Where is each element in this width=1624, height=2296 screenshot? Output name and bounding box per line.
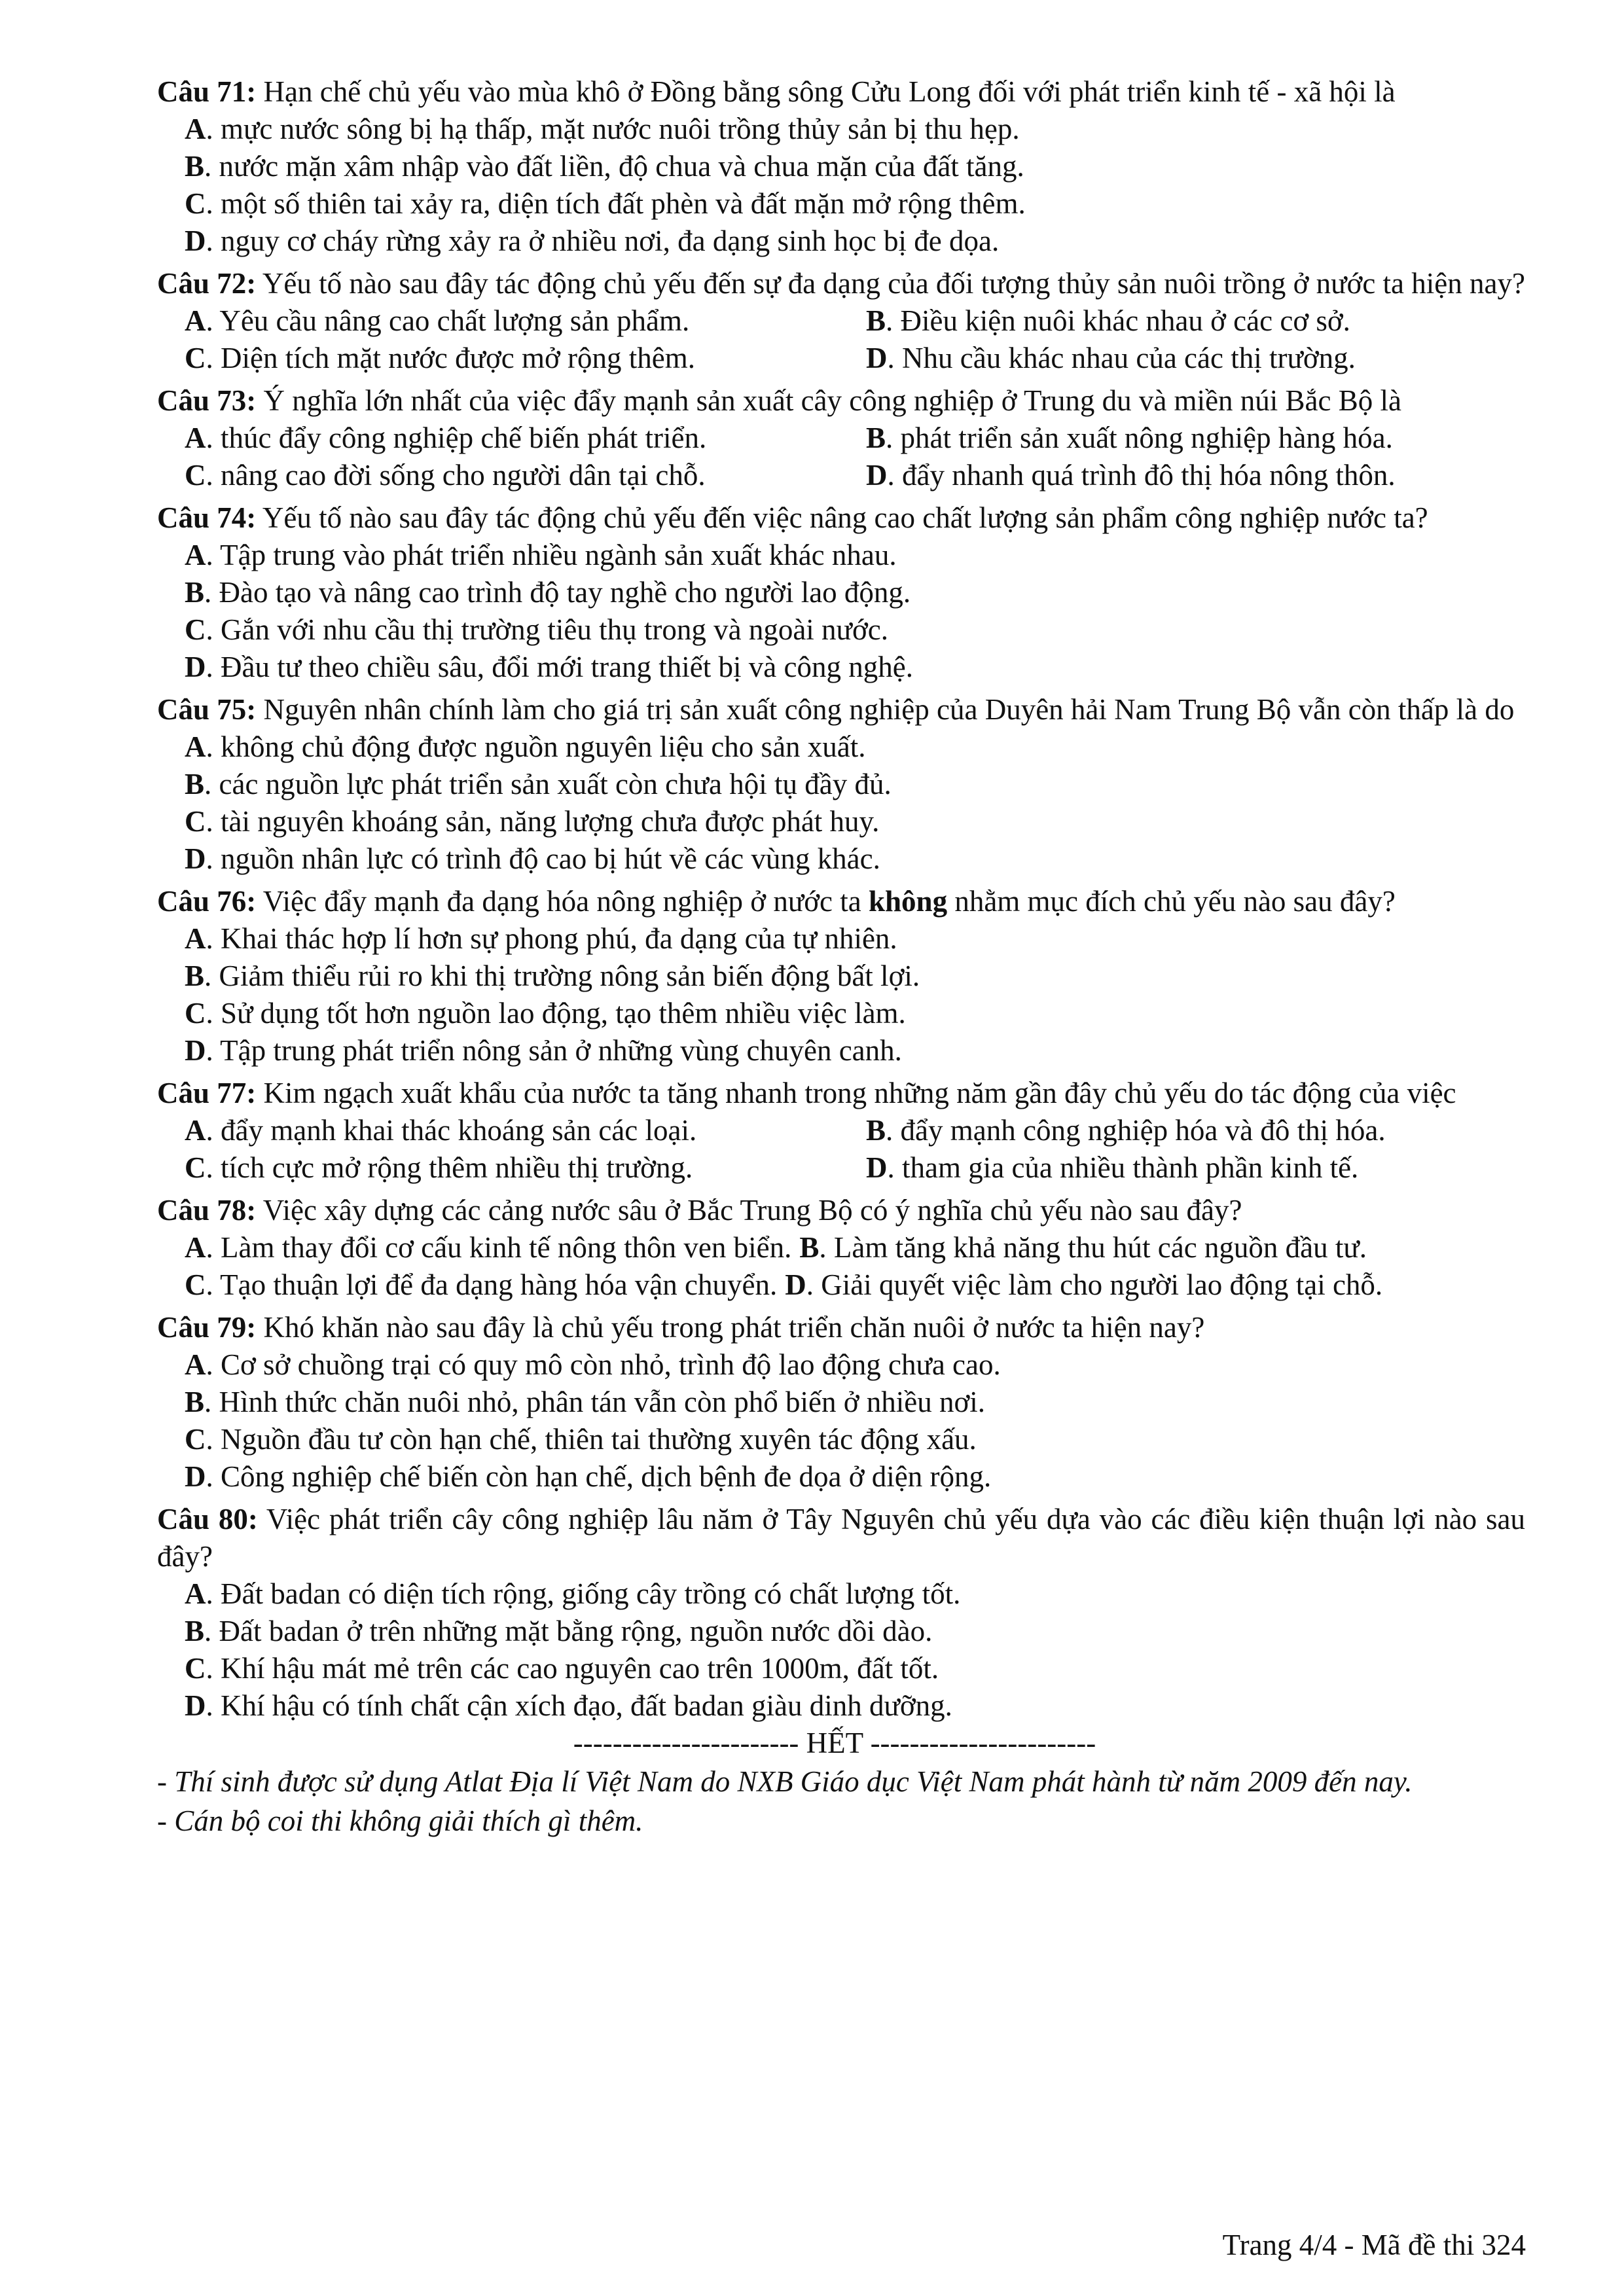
question-label: Câu 71:: [157, 75, 257, 108]
option-d: D. Giải quyết việc làm cho người lao động tại chỗ.: [785, 1268, 1383, 1301]
question-73: [157, 382, 1525, 494]
question-text: Việc phát triển cây công nghiệp lâu năm ở Tây Nguyên chủ yếu dựa vào các điều kiện thuận lợi nào sau đây?: [157, 1503, 1525, 1573]
option-c: C. nâng cao đời sống cho người dân tại chỗ.: [185, 459, 706, 492]
question-text: Việc xây dựng các cảng nước sâu ở Bắc Trung Bộ có ý nghĩa chủ yếu nào sau đây?: [256, 1194, 1242, 1227]
option-d: D. Nhu cầu khác nhau của các thị trường.: [866, 342, 1356, 374]
question-label: Câu 74:: [157, 501, 257, 534]
option-c: C. một số thiên tai xảy ra, diện tích đất phèn và đất mặn mở rộng thêm.: [185, 187, 1026, 220]
question-text: Yếu tố nào sau đây tác động chủ yếu đến sự đa dạng của đối tượng thủy sản nuôi trồng ở nước ta hiện nay?: [256, 267, 1525, 300]
option-b: B. Điều kiện nuôi khác nhau ở các cơ sở.: [866, 304, 1350, 337]
option-a: A. Làm thay đổi cơ cấu kinh tế nông thôn ven biển.: [185, 1231, 792, 1264]
option-b: B. Giảm thiểu rủi ro khi thị trường nông sản biến động bất lợi.: [185, 960, 920, 992]
question-77: [157, 1075, 1525, 1187]
option-c: C. Tạo thuận lợi để đa dạng hàng hóa vận chuyển.: [185, 1268, 778, 1301]
question-label: Câu 79:: [157, 1311, 257, 1344]
option-a: A. không chủ động được nguồn nguyên liệu cho sản xuất.: [185, 730, 866, 763]
option-b: B. Đào tạo và nâng cao trình độ tay nghề cho người lao động.: [185, 576, 911, 609]
question-text: Yếu tố nào sau đây tác động chủ yếu đến việc nâng cao chất lượng sản phẩm công nghiệp nước ta?: [256, 501, 1428, 534]
question-text: Kim ngạch xuất khẩu của nước ta tăng nhanh trong những năm gần đây chủ yếu do tác động của việc: [256, 1077, 1456, 1109]
question-text: Nguyên nhân chính làm cho giá trị sản xuất công nghiệp của Duyên hải Nam Trung Bộ vẫn còn thấp là do: [256, 693, 1515, 726]
question-text: Việc đẩy mạnh đa dạng hóa nông nghiệp ở nước ta: [256, 885, 869, 918]
option-b: B. nước mặn xâm nhập vào đất liền, độ chua và chua mặn của đất tăng.: [185, 150, 1024, 183]
question-label: Câu 77:: [157, 1077, 257, 1109]
question-76: [157, 883, 1525, 1069]
option-a: A. thúc đẩy công nghiệp chế biến phát triển.: [185, 422, 707, 454]
question-label: Câu 80:: [157, 1503, 258, 1535]
option-c: C. Nguồn đầu tư còn hạn chế, thiên tai thường xuyên tác động xấu.: [185, 1423, 977, 1456]
page-footer: Trang 4/4 - Mã đề thi 324: [1222, 2229, 1526, 2261]
option-c: C. Diện tích mặt nước được mở rộng thêm.: [185, 342, 696, 374]
option-a: A. Khai thác hợp lí hơn sự phong phú, đa dạng của tự nhiên.: [185, 922, 897, 955]
option-c: C. tài nguyên khoáng sản, năng lượng chưa được phát huy.: [185, 805, 880, 838]
option-d: D. Công nghiệp chế biến còn hạn chế, dịch bệnh đe dọa ở diện rộng.: [185, 1460, 992, 1493]
note-atlas: - Thí sinh được sử dụng Atlat Địa lí Việt Nam do NXB Giáo dục Việt Nam phát hành từ năm 2009 đến nay.: [157, 1765, 1413, 1798]
question-78: [157, 1192, 1525, 1304]
option-d: D. đẩy nhanh quá trình đô thị hóa nông thôn.: [866, 459, 1396, 492]
option-d: D. nguy cơ cháy rừng xảy ra ở nhiều nơi, đa dạng sinh học bị đe dọa.: [185, 224, 1000, 257]
option-c: C. Sử dụng tốt hơn nguồn lao động, tạo thêm nhiều việc làm.: [185, 997, 906, 1030]
question-text: Hạn chế chủ yếu vào mùa khô ở Đồng bằng sông Cửu Long đối với phát triển kinh tế - xã hội là: [256, 75, 1396, 108]
option-a: A. Tập trung vào phát triển nhiều ngành sản xuất khác nhau.: [185, 539, 897, 571]
exam-page: [157, 73, 1525, 1840]
question-74: [157, 499, 1525, 686]
option-d: D. Tập trung phát triển nông sản ở những vùng chuyên canh.: [185, 1034, 902, 1067]
question-75: [157, 691, 1525, 878]
option-d: D. Khí hậu có tính chất cận xích đạo, đất badan giàu dinh dưỡng.: [185, 1689, 952, 1722]
question-label: Câu 76:: [157, 885, 257, 918]
question-72: [157, 265, 1525, 377]
question-text: Ý nghĩa lớn nhất của việc đẩy mạnh sản xuất cây công nghiệp ở Trung du và miền núi Bắc Bộ là: [256, 384, 1401, 417]
option-d: D. tham gia của nhiều thành phần kinh tế.: [866, 1151, 1359, 1184]
option-c: C. Khí hậu mát mẻ trên các cao nguyên cao trên 1000m, đất tốt.: [185, 1652, 939, 1685]
question-label: Câu 75:: [157, 693, 257, 726]
option-a: A. Cơ sở chuồng trại có quy mô còn nhỏ, trình độ lao động chưa cao.: [185, 1348, 1001, 1381]
question-label: Câu 78:: [157, 1194, 257, 1227]
question-71: [157, 73, 1525, 260]
option-b: B. đẩy mạnh công nghiệp hóa và đô thị hóa.: [866, 1114, 1386, 1147]
option-d: D. Đầu tư theo chiều sâu, đổi mới trang thiết bị và công nghệ.: [185, 651, 913, 683]
option-a: A. Yêu cầu nâng cao chất lượng sản phẩm.: [185, 304, 690, 337]
question-emphasis: không: [868, 885, 948, 918]
option-b: B. Đất badan ở trên những mặt bằng rộng, nguồn nước dồi dào.: [185, 1615, 933, 1647]
question-80: [157, 1501, 1525, 1725]
question-79: [157, 1309, 1525, 1496]
option-b: B. phát triển sản xuất nông nghiệp hàng hóa.: [866, 422, 1393, 454]
note-proctor: - Cán bộ coi thi không giải thích gì thêm.: [157, 1804, 643, 1837]
option-b: B. Làm tăng khả năng thu hút các nguồn đầu tư.: [799, 1231, 1367, 1264]
option-a: A. Đất badan có diện tích rộng, giống cây trồng có chất lượng tốt.: [185, 1577, 961, 1610]
question-label: Câu 72:: [157, 267, 257, 300]
question-text: Khó khăn nào sau đây là chủ yếu trong phát triển chăn nuôi ở nước ta hiện nay?: [256, 1311, 1205, 1344]
option-b: B. các nguồn lực phát triển sản xuất còn chưa hội tụ đầy đủ.: [185, 768, 892, 800]
option-a: A. đẩy mạnh khai thác khoáng sản các loại.: [185, 1114, 697, 1147]
end-marker: ----------------------- HẾT -----------------------: [573, 1727, 1096, 1759]
option-b: B. Hình thức chăn nuôi nhỏ, phân tán vẫn còn phổ biến ở nhiều nơi.: [185, 1386, 986, 1418]
option-a: A. mực nước sông bị hạ thấp, mặt nước nuôi trồng thủy sản bị thu hẹp.: [185, 113, 1020, 145]
option-c: C. Gắn với nhu cầu thị trường tiêu thụ trong và ngoài nước.: [185, 613, 888, 646]
option-c: C. tích cực mở rộng thêm nhiều thị trường.: [185, 1151, 693, 1184]
question-text-end: nhằm mục đích chủ yếu nào sau đây?: [947, 885, 1396, 918]
option-d: D. nguồn nhân lực có trình độ cao bị hút về các vùng khác.: [185, 842, 880, 875]
question-label: Câu 73:: [157, 384, 257, 417]
